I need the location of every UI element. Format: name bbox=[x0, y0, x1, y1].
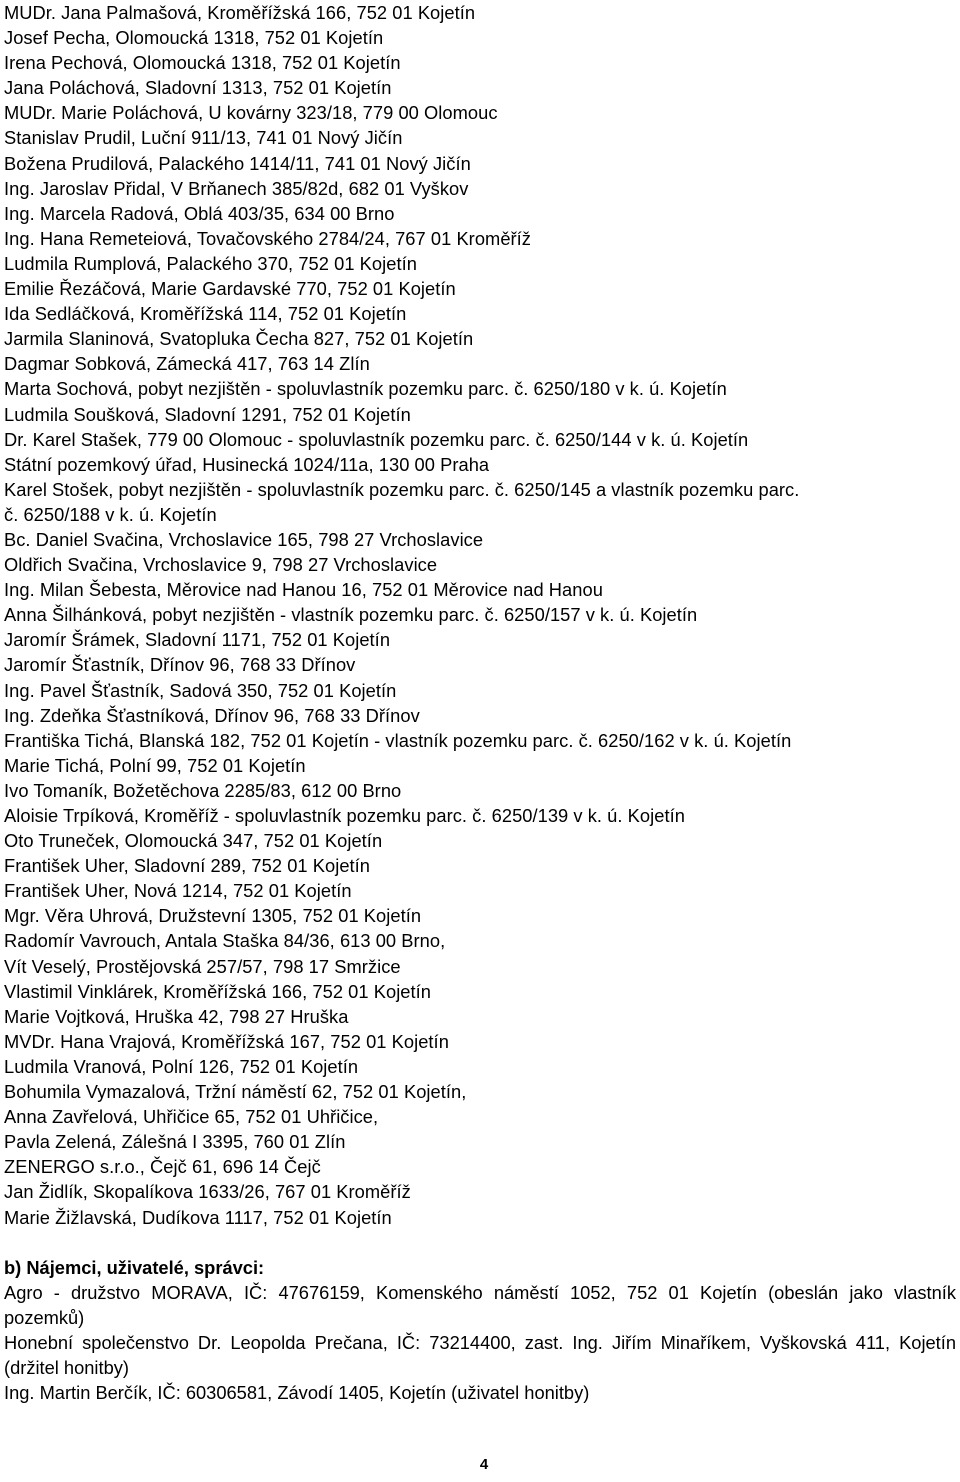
owner-entry: MVDr. Hana Vrajová, Kroměřížská 167, 752 01 Kojetín bbox=[4, 1030, 449, 1052]
owner-entry: Oldřich Svačina, Vrchoslavice 9, 798 27 Vrchoslavice bbox=[4, 554, 438, 576]
owner-entry: Oto Truneček, Olomoucká 347, 752 01 Kojetín bbox=[4, 830, 383, 852]
owner-entry: Josef Pecha, Olomoucká 1318, 752 01 Kojetín bbox=[4, 27, 384, 49]
owner-entry: Stanislav Prudil, Luční 911/13, 741 01 Nový Jičín bbox=[4, 127, 403, 149]
owner-entry: Ludmila Soušková, Sladovní 1291, 752 01 Kojetín bbox=[4, 403, 411, 425]
owner-entry: Jaromír Šrámek, Sladovní 1171, 752 01 Kojetín bbox=[4, 629, 391, 651]
owner-entry: Marie Vojtková, Hruška 42, 798 27 Hruška bbox=[4, 1005, 349, 1027]
owner-entry: Ing. Zdeňka Šťastníková, Dřínov 96, 768 33 Dřínov bbox=[4, 704, 420, 726]
owner-entry: Anna Šilhánková, pobyt nezjištěn - vlastník pozemku parc. č. 6250/157 v k. ú. Kojetín bbox=[4, 604, 698, 626]
tenant-list bbox=[4, 1280, 956, 1405]
owner-entry: Božena Prudilová, Palackého 1414/11, 741 01 Nový Jičín bbox=[4, 152, 471, 174]
owner-list bbox=[4, 0, 956, 1230]
owner-entry: Ida Sedláčková, Kroměřížská 114, 752 01 Kojetín bbox=[4, 303, 407, 325]
owner-entry: Emilie Řezáčová, Marie Gardavské 770, 752 01 Kojetín bbox=[4, 278, 456, 300]
owner-entry: Jarmila Slaninová, Svatopluka Čecha 827, 752 01 Kojetín bbox=[4, 328, 474, 350]
tenant-entry: Ing. Martin Berčík, IČ: 60306581, Závodí 1405, Kojetín (uživatel honitby) bbox=[4, 1382, 590, 1404]
owner-entry: č. 6250/188 v k. ú. Kojetín bbox=[4, 503, 217, 525]
owner-entry: František Uher, Nová 1214, 752 01 Kojetín bbox=[4, 880, 352, 902]
owner-entry: Františka Tichá, Blanská 182, 752 01 Kojetín - vlastník pozemku parc. č. 6250/162 v k. ú. Kojetín bbox=[4, 729, 792, 751]
owner-entry: Jana Poláchová, Sladovní 1313, 752 01 Kojetín bbox=[4, 77, 392, 99]
owner-entry: Marta Sochová, pobyt nezjištěn - spoluvlastník pozemku parc. č. 6250/180 v k. ú. Kojetín bbox=[4, 378, 727, 400]
owner-entry: Ing. Marcela Radová, Oblá 403/35, 634 00 Brno bbox=[4, 202, 395, 224]
owner-entry: Irena Pechová, Olomoucká 1318, 752 01 Kojetín bbox=[4, 52, 401, 74]
owner-entry: Vlastimil Vinklárek, Kroměřížská 166, 752 01 Kojetín bbox=[4, 980, 431, 1002]
owner-entry: Vít Veselý, Prostějovská 257/57, 798 17 Smržice bbox=[4, 955, 401, 977]
owner-entry: František Uher, Sladovní 289, 752 01 Kojetín bbox=[4, 855, 371, 877]
owner-entry: Marie Tichá, Polní 99, 752 01 Kojetín bbox=[4, 754, 306, 776]
owner-entry: Marie Žižlavská, Dudíkova 1117, 752 01 Kojetín bbox=[4, 1206, 392, 1228]
owner-entry: Ludmila Rumplová, Palackého 370, 752 01 Kojetín bbox=[4, 252, 417, 274]
owner-entry: ZENERGO s.r.o., Čejč 61, 696 14 Čejč bbox=[4, 1156, 321, 1178]
owner-entry: Ing. Hana Remeteiová, Tovačovského 2784/24, 767 01 Kroměříž bbox=[4, 227, 531, 249]
owner-entry: Jan Židlík, Skopalíkova 1633/26, 767 01 Kroměříž bbox=[4, 1181, 411, 1203]
owner-entry: Radomír Vavrouch, Antala Staška 84/36, 613 00 Brno, bbox=[4, 930, 446, 952]
owner-entry: Ludmila Vranová, Polní 126, 752 01 Kojetín bbox=[4, 1055, 359, 1077]
tenant-entry: Agro - družstvo MORAVA, IČ: 47676159, Komenského náměstí 1052, 752 01 Kojetín (obeslán jako vlastník pozemků) bbox=[4, 1281, 956, 1328]
owner-entry: Státní pozemkový úřad, Husinecká 1024/11a, 130 00 Praha bbox=[4, 453, 490, 475]
owner-entry: MUDr. Marie Poláchová, U kovárny 323/18, 779 00 Olomouc bbox=[4, 102, 498, 124]
owner-entry: Ing. Milan Šebesta, Měrovice nad Hanou 16, 752 01 Měrovice nad Hanou bbox=[4, 579, 603, 601]
owner-entry: Dagmar Sobková, Zámecká 417, 763 14 Zlín bbox=[4, 353, 370, 375]
section-b-heading: b) Nájemci, uživatelé, správci: bbox=[4, 1256, 265, 1278]
owner-entry: Ivo Tomaník, Božetěchova 2285/83, 612 00 Brno bbox=[4, 779, 402, 801]
owner-entry: Karel Stošek, pobyt nezjištěn - spoluvlastník pozemku parc. č. 6250/145 a vlastník pozemku parc. bbox=[4, 478, 800, 500]
owner-entry: Pavla Zelená, Zálešná I 3395, 760 01 Zlín bbox=[4, 1131, 346, 1153]
owner-entry: Mgr. Věra Uhrová, Družstevní 1305, 752 01 Kojetín bbox=[4, 905, 422, 927]
owner-entry: Aloisie Trpíková, Kroměříž - spoluvlastník pozemku parc. č. 6250/139 v k. ú. Kojetín bbox=[4, 805, 685, 826]
owner-entry: Dr. Karel Stašek, 779 00 Olomouc - spoluvlastník pozemku parc. č. 6250/144 v k. ú. Kojetín bbox=[4, 428, 749, 450]
page-number: 4 bbox=[479, 1456, 489, 1473]
owner-entry: Jaromír Šťastník, Dřínov 96, 768 33 Dřínov bbox=[4, 654, 356, 676]
owner-entry: Bohumila Vymazalová, Tržní náměstí 62, 752 01 Kojetín, bbox=[4, 1081, 467, 1103]
owner-entry: Ing. Jaroslav Přidal, V Brňanech 385/82d, 682 01 Vyškov bbox=[4, 177, 469, 199]
owner-entry: Bc. Daniel Svačina, Vrchoslavice 165, 798 27 Vrchoslavice bbox=[4, 528, 484, 550]
tenant-entry: Honební společenstvo Dr. Leopolda Prečana, IČ: 73214400, zast. Ing. Jiřím Minaříkem, Vyškovská 411, Kojetín (držitel honitby) bbox=[4, 1331, 956, 1378]
owner-entry: Anna Zavřelová, Uhřičice 65, 752 01 Uhřičice, bbox=[4, 1106, 379, 1128]
document-page bbox=[4, 0, 956, 1405]
owner-entry: Ing. Pavel Šťastník, Sadová 350, 752 01 Kojetín bbox=[4, 679, 397, 701]
owner-entry: MUDr. Jana Palmašová, Kroměřížská 166, 752 01 Kojetín bbox=[4, 2, 476, 23]
